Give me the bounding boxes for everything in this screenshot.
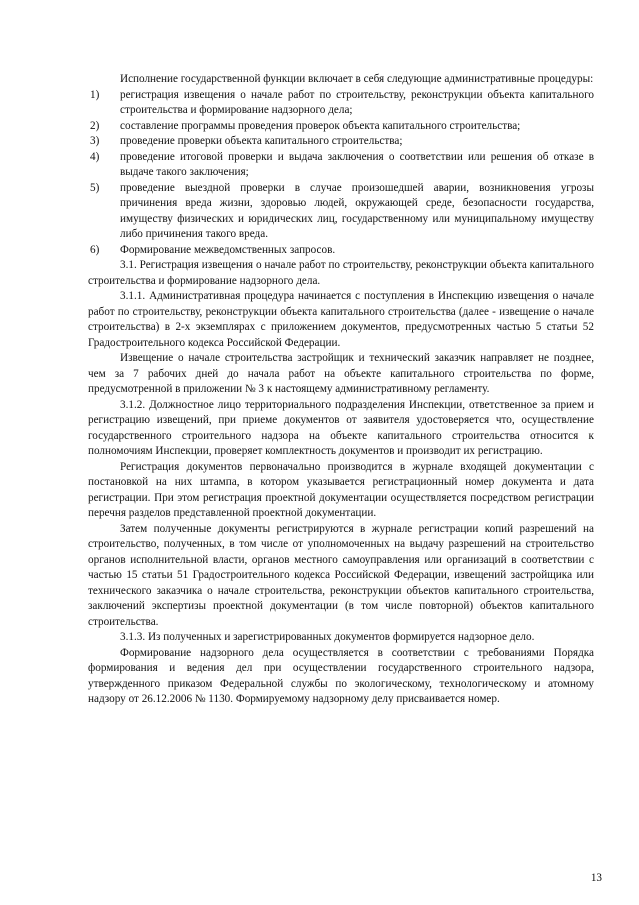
paragraph-3-1-3: 3.1.3. Из полученных и зарегистрированных документов формируется надзорное дело. — [120, 631, 535, 643]
list-item — [88, 88, 594, 119]
list-item-number: 5) — [90, 181, 100, 194]
list-item-text: составление программы проведения проверок объекта капитального строительства; — [120, 119, 521, 132]
list-item — [88, 181, 594, 243]
page-number: 13 — [590, 872, 602, 884]
procedure-list — [88, 88, 594, 259]
list-item — [88, 134, 594, 150]
paragraph-3-1-2: 3.1.2. Должностное лицо территориального подразделения Инспекции, ответственное за прием и регистрацию извещений, при приеме документов от заявителя удостоверяется что, осуществление государственного строительного надзора на объекте капитального строительства относится к полномочиям Инспекции, проверяет комплектность документов и производит их регистрацию. — [88, 398, 594, 457]
list-item-text: проведение проверки объекта капитального строительства; — [120, 135, 403, 147]
document-page — [88, 72, 594, 708]
list-item — [88, 243, 594, 259]
list-item-number: 1) — [90, 88, 100, 101]
paragraph-registration: Регистрация документов первоначально производится в журнале входящей документации с постановкой на них штампа, в котором указывается регистрационный номер документа и дата регистрации. При этом регистрация проектной документации осуществляется посредством регистрации перечня разделов представленной проектной документации. — [88, 460, 594, 519]
paragraph-case-formation: Формирование надзорного дела осуществляется в соответствии с требованиями Порядка формирования и ведения дел при осуществлении государственного строительного надзора, утвержденного приказом Федеральной службы по экологическому, технологическому и атомному надзору от 26.12.2006 № 1130. Формируемому надзорному делу присваивается номер. — [88, 646, 594, 705]
list-item-text: проведение итоговой проверки и выдача заключения о соответствии или решения об отказе в выдаче такого заключения; — [120, 150, 594, 178]
list-item — [88, 150, 594, 181]
list-item-number: 2) — [90, 119, 100, 132]
list-item-text: проведение выездной проверки в случае произошедшей аварии, возникновения угрозы причинения вреда жизни, здоровью людей, окружающей среде, безопасности государства, имуществу физических и юридических лиц, государственному или муниципальному имуществу либо причинения такого вреда. — [120, 181, 594, 240]
list-item — [88, 119, 594, 135]
paragraph-journal-registration: Затем полученные документы регистрируются в журнале регистрации копий разрешений на строительство, полученных, в том числе от уполномоченных на выдачу разрешений на строительство органов исполнительной власти, органов местного самоуправления или организаций в соответствии с частью 15 статьи 51 Градостроительного кодекса Российской Федерации, извещений застройщика или технического заказчика о начале строительства, реконструкции объектов капитального строительства, заключений экспертизы проектной документации (в том числе повторной) объектов капитального строительства. — [88, 522, 594, 628]
list-item-number: 3) — [90, 135, 100, 147]
list-item-number: 4) — [90, 150, 100, 163]
intro-paragraph: Исполнение государственной функции включает в себя следующие административные процедуры: — [120, 73, 594, 85]
list-item-text: регистрация извещения о начале работ по строительству, реконструкции объекта капитального строительства и формирование надзорного дела; — [120, 88, 594, 116]
section-3-1-heading: 3.1. Регистрация извещения о начале работ по строительству, реконструкции объекта капитального строительства и формирование надзорного дела. — [88, 259, 594, 287]
list-item-number: 6) — [90, 243, 100, 256]
paragraph-notice-deadline: Извещение о начале строительства застройщик и технический заказчик направляет не позднее, чем за 7 рабочих дней до начала работ на объекте капитального строительства по форме, предусмотренной в приложении № 3 к настоящему административному регламенту. — [88, 352, 594, 395]
list-item-text: Формирование межведомственных запросов. — [120, 243, 336, 256]
paragraph-3-1-1: 3.1.1. Административная процедура начинается с поступления в Инспекцию извещения о начале работ по строительству, реконструкции объекта капитального строительства (далее - извещение о начале строительства) в 2-х экземплярах с приложением документов, предусмотренных частью 5 статьи 52 Градостроительного кодекса Российской Федерации. — [88, 290, 594, 349]
